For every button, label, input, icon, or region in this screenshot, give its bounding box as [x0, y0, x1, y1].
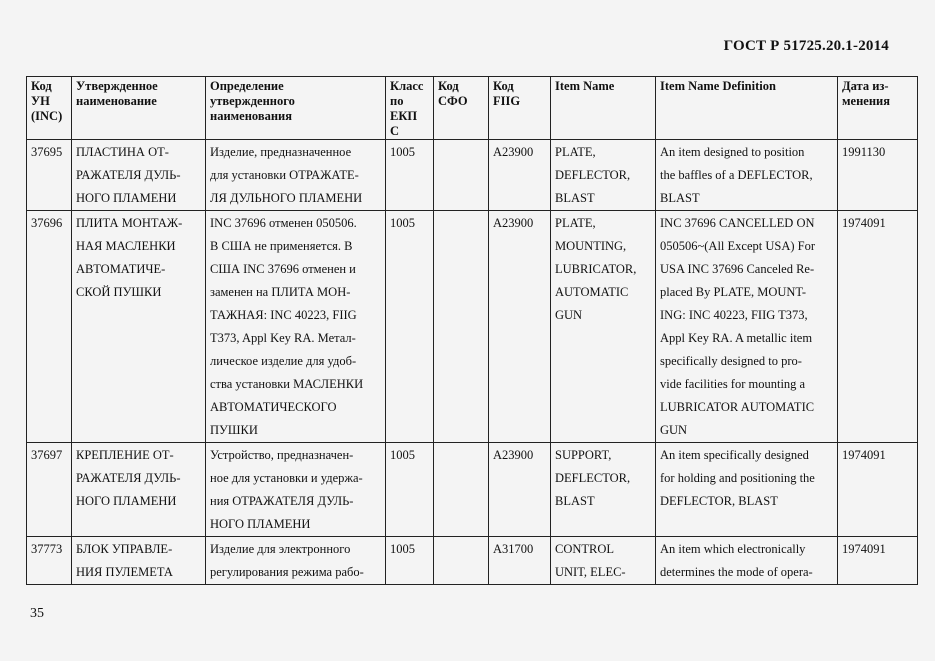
table-row: [27, 443, 918, 537]
nomenclature-table: [26, 76, 918, 585]
header-line: УН: [31, 94, 50, 108]
col-sfo-header: [434, 77, 489, 140]
cell-line: SUPPORT,: [555, 448, 612, 462]
col-definition-header: [206, 77, 386, 140]
cell-line: MOUNTING,: [555, 239, 627, 253]
header-line: Дата из-: [842, 79, 889, 93]
cell-line: Изделие, предназначенное: [210, 145, 352, 159]
cell-line: AUTOMATIC: [555, 285, 629, 299]
table-row: [27, 537, 918, 585]
cell-line: РАЖАТЕЛЯ ДУЛЬ-: [76, 471, 181, 485]
cell-line: Устройство, предназначен-: [210, 448, 354, 462]
inc-cell: 37697: [27, 443, 72, 537]
cell-line: CONTROL: [555, 542, 615, 556]
cell-line: PLATE,: [555, 145, 596, 159]
header-line: Item Name Definition: [660, 79, 776, 93]
cell-line: ПЛАСТИНА ОТ-: [76, 145, 169, 159]
cell-line: ПЛИТА МОНТАЖ-: [76, 216, 183, 230]
inc-cell: 37696: [27, 211, 72, 443]
item-name-cell: [551, 140, 656, 211]
name-cell: [72, 211, 206, 443]
cell-line: КРЕПЛЕНИЕ ОТ-: [76, 448, 174, 462]
header-line: менения: [842, 94, 890, 108]
header-line: FIIG: [493, 94, 521, 108]
fiig-cell: A31700: [489, 537, 551, 585]
table-row: [27, 211, 918, 443]
document-code: ГОСТ Р 51725.20.1-2014: [723, 38, 889, 54]
table-row: [27, 140, 918, 211]
cell-line: An item specifically designed: [660, 448, 809, 462]
cell-line: BLAST: [555, 494, 595, 508]
header-line: Item Name: [555, 79, 615, 93]
cell-line: vide facilities for mounting a: [660, 377, 806, 391]
header-line: Код: [31, 79, 52, 93]
class-cell: 1005: [386, 211, 434, 443]
class-cell: 1005: [386, 537, 434, 585]
date-cell: 1974091: [838, 537, 918, 585]
cell-line: DEFLECTOR,: [555, 168, 631, 182]
cell-line: АВТОМАТИЧЕ-: [76, 262, 166, 276]
header-line: утвержденного: [210, 94, 295, 108]
col-item-name-header: [551, 77, 656, 140]
sfo-cell: [434, 140, 489, 211]
cell-line: НОГО ПЛАМЕНИ: [76, 191, 177, 205]
cell-line: РАЖАТЕЛЯ ДУЛЬ-: [76, 168, 181, 182]
definition-cell: [206, 140, 386, 211]
cell-line: An item which electronically: [660, 542, 806, 556]
cell-line: An item designed to position: [660, 145, 805, 159]
cell-line: 050506~(All Except USA) For: [660, 239, 816, 253]
name-cell: [72, 140, 206, 211]
cell-line: заменен на ПЛИТА МОН-: [210, 285, 351, 299]
header-line: Код: [493, 79, 514, 93]
header-line: С: [390, 124, 400, 138]
page-number: 35: [30, 606, 44, 621]
definition-cell: [206, 443, 386, 537]
col-name-header: [72, 77, 206, 140]
fiig-cell: A23900: [489, 140, 551, 211]
cell-line: НОГО ПЛАМЕНИ: [210, 517, 311, 531]
cell-line: лическое изделие для удоб-: [210, 354, 357, 368]
col-date-header: [838, 77, 918, 140]
date-cell: 1974091: [838, 443, 918, 537]
date-cell: 1991130: [838, 140, 918, 211]
cell-line: T373, Appl Key RA. Метал-: [210, 331, 356, 345]
cell-line: регулирования режима рабо-: [210, 565, 364, 579]
cell-line: specifically designed to pro-: [660, 354, 802, 368]
cell-line: ТАЖНАЯ: INC 40223, FIIG: [210, 308, 357, 322]
inc-cell: 37773: [27, 537, 72, 585]
cell-line: LUBRICATOR AUTOMATIC: [660, 400, 815, 414]
header-line: Утвержденное: [76, 79, 158, 93]
cell-line: для установки ОТРАЖАТЕ-: [210, 168, 359, 182]
cell-line: США INC 37696 отменен и: [210, 262, 356, 276]
header-line: наименования: [210, 109, 293, 123]
cell-line: PLATE,: [555, 216, 596, 230]
cell-line: USA INC 37696 Canceled Re-: [660, 262, 815, 276]
definition-cell: [206, 537, 386, 585]
cell-line: НАЯ МАСЛЕНКИ: [76, 239, 176, 253]
cell-line: placed By PLATE, MOUNT-: [660, 285, 807, 299]
item-def-cell: [656, 140, 838, 211]
sfo-cell: [434, 443, 489, 537]
cell-line: INC 37696 отменен 050506.: [210, 216, 357, 230]
sfo-cell: [434, 537, 489, 585]
item-def-cell: [656, 211, 838, 443]
cell-line: DEFLECTOR, BLAST: [660, 494, 778, 508]
cell-line: Appl Key RA. A metallic item: [660, 331, 813, 345]
col-class-header: [386, 77, 434, 140]
cell-line: DEFLECTOR,: [555, 471, 631, 485]
fiig-cell: A23900: [489, 443, 551, 537]
cell-line: Изделие для электронного: [210, 542, 351, 556]
col-fiig-header: [489, 77, 551, 140]
header-line: ЕКП: [390, 109, 418, 123]
col-item-def-header: [656, 77, 838, 140]
cell-line: UNIT, ELEC-: [555, 565, 626, 579]
cell-line: ЛЯ ДУЛЬНОГО ПЛАМЕНИ: [210, 191, 363, 205]
cell-line: ПУШКИ: [210, 423, 258, 437]
table-body: [27, 140, 918, 585]
cell-line: ING: INC 40223, FIIG T373,: [660, 308, 808, 322]
cell-line: GUN: [660, 423, 688, 437]
header-line: наименование: [76, 94, 157, 108]
cell-line: АВТОМАТИЧЕСКОГО: [210, 400, 337, 414]
cell-line: for holding and positioning the: [660, 471, 815, 485]
item-def-cell: [656, 443, 838, 537]
header-line: по: [390, 94, 404, 108]
name-cell: [72, 537, 206, 585]
cell-line: determines the mode of opera-: [660, 565, 813, 579]
cell-line: БЛОК УПРАВЛЕ-: [76, 542, 173, 556]
cell-line: INC 37696 CANCELLED ON: [660, 216, 815, 230]
cell-line: the baffles of a DEFLECTOR,: [660, 168, 813, 182]
item-def-cell: [656, 537, 838, 585]
cell-line: СКОЙ ПУШКИ: [76, 285, 162, 299]
cell-line: В США не применяется. В: [210, 239, 353, 253]
sfo-cell: [434, 211, 489, 443]
class-cell: 1005: [386, 443, 434, 537]
cell-line: ния ОТРАЖАТЕЛЯ ДУЛЬ-: [210, 494, 354, 508]
definition-cell: [206, 211, 386, 443]
cell-line: BLAST: [660, 191, 700, 205]
header-line: Определение: [210, 79, 284, 93]
header-line: Код: [438, 79, 459, 93]
header-line: (INC): [31, 109, 63, 123]
cell-line: LUBRICATOR,: [555, 262, 637, 276]
cell-line: ства установки МАСЛЕНКИ: [210, 377, 364, 391]
date-cell: 1974091: [838, 211, 918, 443]
fiig-cell: A23900: [489, 211, 551, 443]
cell-line: НИЯ ПУЛЕМЕТА: [76, 565, 173, 579]
cell-line: НОГО ПЛАМЕНИ: [76, 494, 177, 508]
name-cell: [72, 443, 206, 537]
cell-line: ное для установки и удержа-: [210, 471, 363, 485]
cell-line: BLAST: [555, 191, 595, 205]
item-name-cell: [551, 443, 656, 537]
item-name-cell: [551, 537, 656, 585]
item-name-cell: [551, 211, 656, 443]
header-line: Класс: [390, 79, 424, 93]
cell-line: GUN: [555, 308, 583, 322]
table-header-row: [27, 77, 918, 140]
header-line: СФО: [438, 94, 468, 108]
class-cell: 1005: [386, 140, 434, 211]
inc-cell: 37695: [27, 140, 72, 211]
col-inc-header: [27, 77, 72, 140]
